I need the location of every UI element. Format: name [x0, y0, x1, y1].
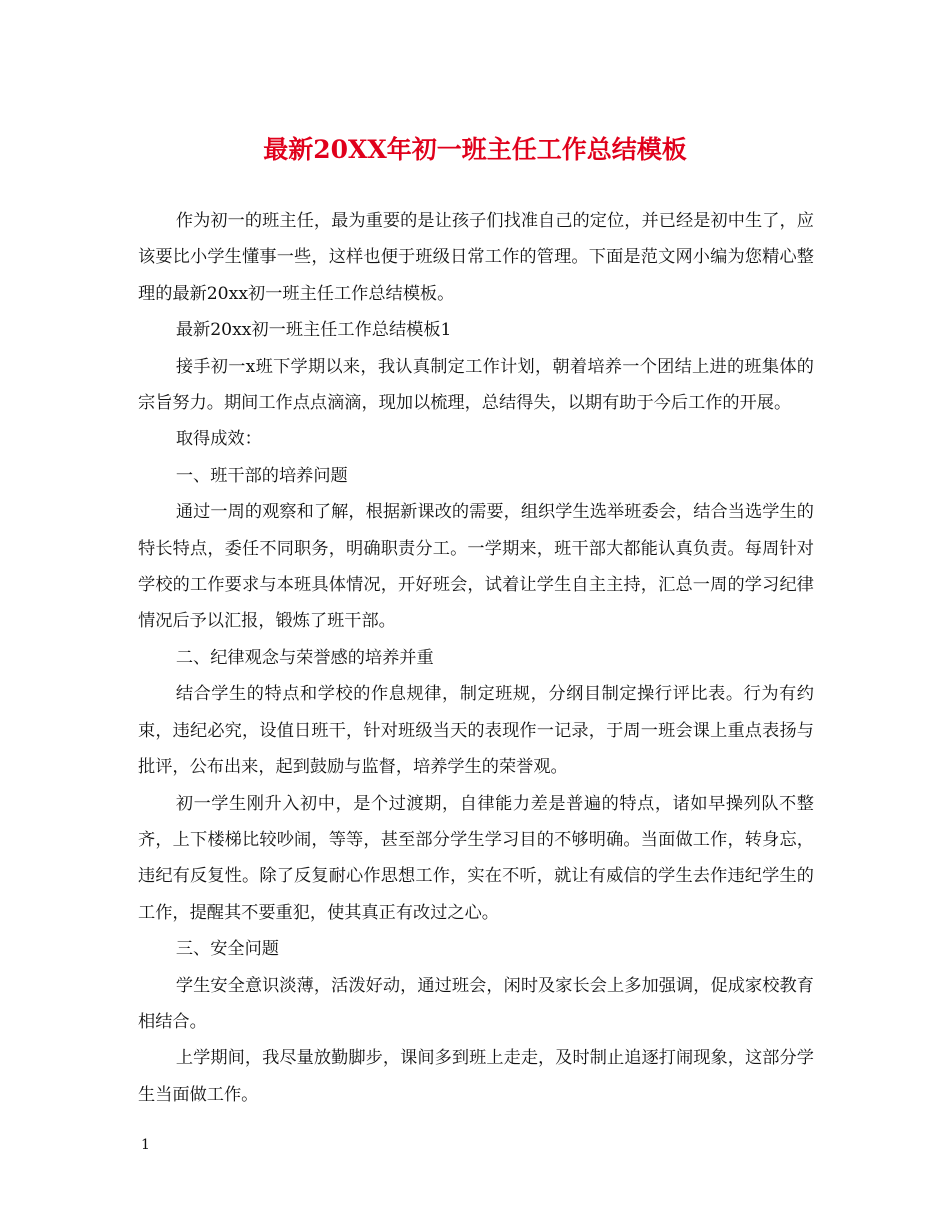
- section-label-achievements: 取得成效：: [175, 429, 262, 450]
- body-paragraph: 接手初一x班下学期以来，我认真制定工作计划，朝着培养一个团结上进的班集体的宗旨努力。期间工作点点滴滴，现加以梳理，总结得失，以期有助于今后工作的开展。: [138, 356, 814, 414]
- document-body: [138, 203, 814, 1113]
- body-paragraph: 初一学生刚升入初中，是个过渡期，自律能力差是普遍的特点，诸如早操列队不整齐，上下楼梯比较吵闹，等等，甚至部分学生学习目的不够明确。当面做工作，转身忘，违纪有反复性。除了反复耐心作思想工作，实在不听，就让有威信的学生去作违纪学生的工作，提醒其不要重犯，使其真正有改过之心。: [138, 793, 814, 923]
- section-heading-safety: 三、安全问题: [175, 939, 279, 960]
- section-heading-class-cadres: 一、班干部的培养问题: [175, 465, 348, 486]
- body-paragraph: 上学期间，我尽量放勤脚步，课间多到班上走走，及时制止追逐打闹现象，这部分学生当面做工作。: [138, 1048, 814, 1105]
- document-title: 最新20XX年初一班主任工作总结模板: [263, 135, 687, 164]
- body-paragraph: 学生安全意识淡薄，活泼好动，通过班会，闲时及家长会上多加强调，促成家校教育相结合。: [138, 975, 814, 1032]
- template-subtitle: 最新20xx初一班主任工作总结模板1: [175, 320, 452, 341]
- page-number: 1: [141, 1137, 150, 1153]
- body-paragraph: 结合学生的特点和学校的作息规律，制定班规，分纲目制定操行评比表。行为有约束，违纪必究，设值日班干，针对班级当天的表现作一记录，于周一班会课上重点表扬与批评，公布出来，起到鼓励与监督，培养学生的荣誉观。: [138, 684, 814, 778]
- intro-paragraph: 作为初一的班主任，最为重要的是让孩子们找准自己的定位，并已经是初中生了，应该要比小学生懂事一些，这样也便于班级日常工作的管理。下面是范文网小编为您精心整理的最新20xx初一班主任工作总结模板。: [138, 211, 814, 304]
- section-heading-discipline: 二、纪律观念与荣誉感的培养并重: [175, 647, 434, 668]
- body-paragraph: 通过一周的观察和了解，根据新课改的需要，组织学生选举班委会，结合当选学生的特长特点，委任不同职务，明确职责分工。一学期来，班干部大都能认真负责。每周针对学校的工作要求与本班具体情况，开好班会，试着让学生自主主持，汇总一周的学习纪律情况后予以汇报，锻炼了班干部。: [138, 502, 814, 632]
